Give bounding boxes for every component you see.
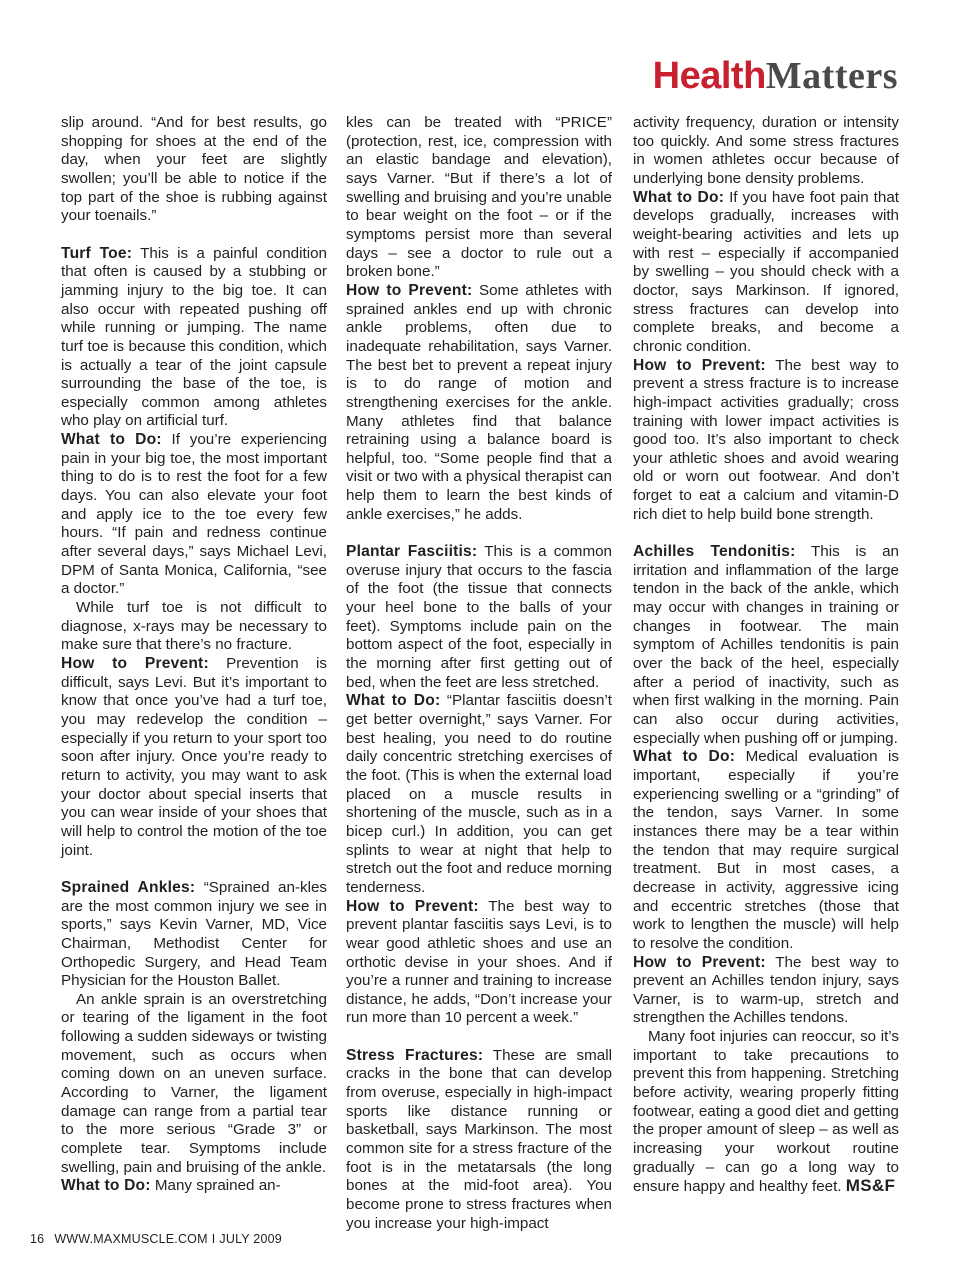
body-text: The best way to prevent a stress fracture is to increase high-impact activities gradually; cross training with lower impact activities is good too. It’s also important to check your athletic shoes and avoid wearing old or worn out footwear. And don’t forget to eat a calcium and vitamin-D rich diet to help build bone strength. xyxy=(633,356,899,523)
paragraph-stress-fractures xyxy=(346,1047,612,1234)
body-text: If you’re experiencing pain in your big toe, the most important thing to do is to rest the foot for a few days. You can also elevate your foot and apply ice to the toe every few hours. “If pain and redness continue after several days,” says Michael Levi, DPM of Santa Monica, California, “see a doctor.” xyxy=(61,431,327,598)
article-column-1 xyxy=(61,114,327,1196)
paragraph: kles can be treated with “PRICE” (protection, rest, ice, compression with an elastic bandage and elevation), says Varner. “But if there’s a lot of swelling and bruising and you’re unable to bear weight on the foot – or if the symptoms persist more than several days – see a doctor to rule out a broken bone.” xyxy=(346,114,612,281)
body-text: The best way to prevent plantar fasciitis says Levi, is to wear good athletic shoes and use an orthotic devise in your shoes. And if you’re a runner and training to increase distance, he adds, “Don’t increase your run more than 10 percent a week.” xyxy=(346,897,612,1027)
paragraph-what-to-do xyxy=(346,692,612,897)
paragraph-how-to-prevent xyxy=(346,898,612,1029)
article-column-2 xyxy=(346,114,612,1233)
page-footer xyxy=(30,1232,282,1246)
body-text: Many sprained an- xyxy=(150,1177,281,1195)
subhead-what-to-do: What to Do: xyxy=(61,1177,151,1195)
paragraph: activity frequency, duration or intensity too quickly. And some stress fractures in women athletes occur because of underlying bone density problems. xyxy=(633,114,899,187)
paragraph-how-to-prevent xyxy=(633,954,899,1029)
body-text: Prevention is difficult, says Levi. But it’s important to know that once you’ve had a turf toe, you may redevelop the condition – especially if you return to your sport too soon after injury. Once you’re ready to return to activity, you may want to ask your doctor about special inserts that you can wear inside of your shoes that will help to control the motion of the toe joint. xyxy=(61,655,327,859)
subhead-what-to-do: What to Do: xyxy=(633,188,725,206)
paragraph-achilles-tendonitis xyxy=(633,543,899,748)
page-number: 16 xyxy=(30,1232,45,1246)
footer-site-url: WWW.MAXMUSCLE.COM xyxy=(54,1232,208,1246)
subhead-how-to-prevent: How to Prevent: xyxy=(346,897,479,915)
paragraph-closing xyxy=(633,1028,899,1197)
body-text: Many foot injuries can reoccur, so it’s important to take precautions to prevent this from happening. Stretching before activity, wearing properly fitting footwear, eating a good diet and getting the proper amount of sleep – as well as increasing your workout routine gradually – can go a long way to ensure happy and healthy feet. xyxy=(633,1028,899,1196)
paragraph: slip around. “And for best results, go shopping for shoes at the end of the day, when your feet are slightly swollen; you’ll be able to notice if the top part of the shoe is rubbing against your toenails.” xyxy=(61,114,327,225)
subhead-how-to-prevent: How to Prevent: xyxy=(61,655,209,673)
subhead-stress-fractures: Stress Fractures: xyxy=(346,1046,484,1064)
section-masthead xyxy=(653,56,898,96)
body-text: This is a painful condition that often is caused by a stubbing or jamming injury to the big toe. It can also occur with repeated pushing off while running or jumping. The name turf toe is because this condition, which is actually a tear of the joint capsule surrounding the base of the toe, is especially common among athletes who play on artificial turf. xyxy=(61,244,327,430)
paragraph-how-to-prevent xyxy=(346,282,612,525)
article-column-3 xyxy=(633,114,899,1197)
paragraph: An ankle sprain is an overstretching or tearing of the ligament in the foot following a sudden sideways or twisting movement, such as occurs when coming down on an uneven surface. According to Varner, the ligament damage can range from a partial tear to the more serious “Grade 3” or complete tear. Symptoms include swelling, pain and bruising of the ankle. xyxy=(61,990,327,1176)
paragraph-turf-toe xyxy=(61,245,327,432)
paragraph-what-to-do xyxy=(61,431,327,599)
paragraph-how-to-prevent xyxy=(61,655,327,860)
body-text: “Sprained an-kles are the most common injury we see in sports,” says Kevin Varner, MD, Vice Chairman, Methodist Center for Orthopedic Surgery, and Head Team Physician for the Houston Ballet. xyxy=(61,878,327,990)
body-text: If you have foot pain that develops gradually, increases with weight-bearing activities and lets up with rest – especially if accompanied by swelling – you should check with a doctor, says Markinson. If ignored, stress fractures can develop into complete breaks, and become a chronic condition. xyxy=(633,188,900,355)
paragraph-plantar-fasciitis xyxy=(346,543,612,692)
paragraph: While turf toe is not difficult to diagnose, x-rays may be necessary to make sure that there’s no fracture. xyxy=(61,599,327,654)
masthead-health: Health xyxy=(652,55,766,97)
subhead-what-to-do: What to Do: xyxy=(633,748,736,766)
subhead-turf-toe: Turf Toe: xyxy=(61,244,133,262)
body-text: “Plantar fasciitis doesn’t get better overnight,” says Varner. For best healing, you need to do routine daily concentric stretching exercises of the foot. (This is when the external load placed on a muscle results in shortening of the muscle, such as in a bicep curl.) In addition, you can get splints to wear at night that help to stretch out the foot and reduce morning tenderness. xyxy=(346,692,612,896)
subhead-what-to-do: What to Do: xyxy=(61,431,162,449)
end-mark-msf: MS&F xyxy=(845,1176,896,1196)
subhead-how-to-prevent: How to Prevent: xyxy=(346,281,473,299)
subhead-how-to-prevent: How to Prevent: xyxy=(633,356,766,374)
paragraph-what-to-do xyxy=(633,189,899,357)
subhead-sprained-ankles: Sprained Ankles: xyxy=(61,878,196,896)
paragraph-sprained-ankles xyxy=(61,879,327,991)
body-text: This is a common overuse injury that occurs to the fascia of the foot (the tissue that connects your heel bone to the balls of your feet). Symptoms include pain on the bottom aspect of the foot, especially in the morning after first getting out of bed, when the feet are less stretched. xyxy=(346,543,612,691)
paragraph-what-to-do xyxy=(61,1177,327,1196)
body-text: The best way to prevent an Achilles tendon injury, says Varner, is to warm-up, stretch and strengthen the Achilles tendons. xyxy=(633,953,899,1027)
body-text: This is an irritation and inflammation of the large tendon in the back of the ankle, which may occur with changes in training or changes in footwear. The main symptom of Achilles tendonitis is pain over the back of the heel, especially after a period of inactivity, such as when first walking in the morning. Pain can also occur during activities, especially when pushing off or jumping. xyxy=(633,543,899,747)
subhead-what-to-do: What to Do: xyxy=(346,692,441,710)
body-text: Medical evaluation is important, especially if you’re experiencing swelling or a “grinding” of the tendon, says Varner. In some instances there may be a tear within the tendon that may require surgical treatment. But in most cases, a decrease in activity, aggressive icing and eccentric stretches (those that work to lengthen the muscle) will help to resolve the condition. xyxy=(633,748,900,952)
subhead-achilles-tendonitis: Achilles Tendonitis: xyxy=(633,543,796,561)
masthead-matters: Matters xyxy=(765,55,898,97)
footer-separator: I xyxy=(211,1232,216,1246)
body-text: Some athletes with sprained ankles end up with chronic ankle problems, often due to inadequate rehabilitation, says Varner. The best bet to prevent a repeat injury is to do range of motion and strengthening exercises for the ankle. Many athletes find that balance retraining using a balance board is helpful, too. “Some people find that a visit or two with a physical therapist can help them to learn the best kinds of ankle exercises,” he adds. xyxy=(346,281,612,523)
body-text: These are small cracks in the bone that can develop from overuse, especially in high-impact sports like distance running or basketball, says Markinson. The most common site for a stress fracture of the foot is in the metatarsals (the long bones at the mid-foot area). You become prone to stress fractures when you increase your high-impact xyxy=(346,1046,612,1232)
paragraph-how-to-prevent xyxy=(633,357,899,525)
footer-issue-date: JULY 2009 xyxy=(219,1232,282,1246)
subhead-how-to-prevent: How to Prevent: xyxy=(633,953,766,971)
paragraph-what-to-do xyxy=(633,748,899,953)
subhead-plantar-fasciitis: Plantar Fasciitis: xyxy=(346,543,478,561)
